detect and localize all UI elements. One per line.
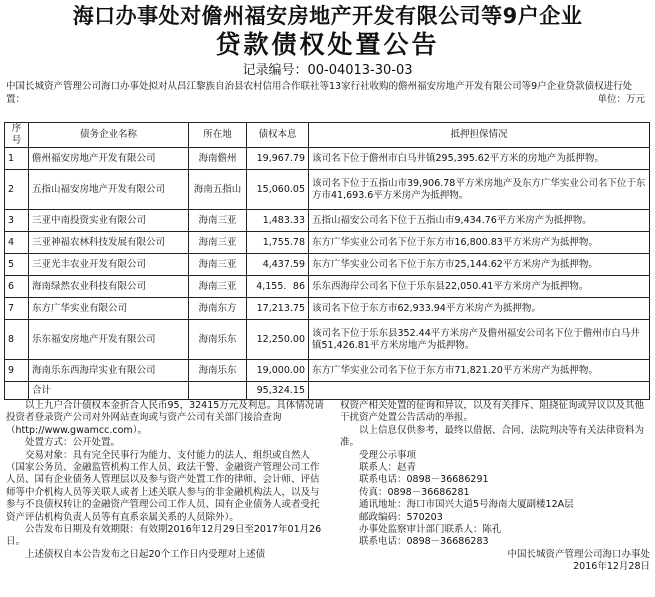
header-location: 所在地	[189, 123, 247, 148]
total-amount: 95,324.15	[247, 382, 309, 400]
announcement-title-line1: 海口办事处对儋州福安房地产开发有限公司等9户企业	[72, 4, 583, 28]
contact-phone: 联系电话：0898－36686291	[359, 474, 489, 486]
row-no: 1	[5, 148, 29, 170]
contact-postcode: 邮政编码：570203	[359, 511, 443, 523]
row-amount: 17,213.75	[247, 298, 309, 320]
table-row	[5, 360, 650, 382]
table-total-row	[5, 382, 650, 400]
total-empty-cell	[5, 382, 29, 400]
supervisor-phone: 联系电话：0898－36686283	[359, 536, 489, 548]
row-debtor-name: 东方广华实业有限公司	[29, 298, 189, 320]
debt-table	[4, 122, 650, 400]
row-amount: 1,483.33	[247, 210, 309, 232]
total-label: 合计	[29, 382, 189, 400]
left-notes-column	[6, 400, 324, 561]
row-debtor-name: 五指山福安房地产开发有限公司	[29, 170, 189, 210]
table-row	[5, 170, 650, 210]
row-location: 海南三亚	[189, 232, 247, 254]
announcement-title-line2: 贷款债权处置公告	[215, 30, 440, 59]
contact-person: 联系人：赵青	[359, 462, 417, 474]
row-location: 海南乐东	[189, 320, 247, 360]
table-row	[5, 210, 650, 232]
total-empty-cell	[309, 382, 650, 400]
row-collateral: 五指山福安公司名下位于五指山市9,434.76平方米房产为抵押物。	[309, 210, 650, 232]
validity-period: 公告发布日期及有效期限：有效期2016年12月29日至2017年01月26日。	[6, 524, 322, 548]
row-amount: 4,437.59	[247, 254, 309, 276]
row-no: 3	[5, 210, 29, 232]
row-debtor-name: 海南绿然农业科技有限公司	[29, 276, 189, 298]
header-amount: 债权本息	[247, 123, 309, 148]
header-collateral: 抵押担保情况	[309, 123, 650, 148]
row-no: 6	[5, 276, 29, 298]
table-header-row	[5, 123, 650, 148]
table-row	[5, 148, 650, 170]
row-debtor-name: 乐东福安房地产开发有限公司	[29, 320, 189, 360]
table-row	[5, 276, 650, 298]
row-collateral: 该司名下位于乐东县352.44平方米房产及儋州福安公司名下位于儋州市白马井镇51,426.81平方米房地产为抵押物。	[309, 320, 650, 360]
contact-fax: 传真：0898－36686281	[359, 486, 470, 498]
table-row	[5, 298, 650, 320]
row-location: 海南五指山	[189, 170, 247, 210]
row-collateral: 该司名下位于五指山市39,906.78平方米房地产及东方广华实业公司名下位于东方市41,693.6平方米房产为抵押物。	[309, 170, 650, 210]
unit-label: 单位：万元	[597, 94, 645, 105]
objection-continued: 权资产相关处置的征询和异议，以及有关排斥、阻挠征询或异议以及其他干扰资产处置公告活动的举报。	[340, 400, 645, 424]
row-amount: 4,155．86	[247, 276, 309, 298]
contact-heading: 受理公示事项	[359, 449, 417, 461]
row-no: 4	[5, 232, 29, 254]
row-amount: 1,755.78	[247, 232, 309, 254]
row-no: 2	[5, 170, 29, 210]
row-location: 海南东方	[189, 298, 247, 320]
row-collateral: 东方广华实业公司名下位于东方市16,800.83平方米房产为抵押物。	[309, 232, 650, 254]
record-number: 记录编号：00-04013-30-03	[242, 63, 413, 78]
issue-date: 2016年12月28日	[573, 561, 650, 573]
row-no: 7	[5, 298, 29, 320]
row-collateral: 东方广华实业公司名下位于东方市71,821.20平方米房产为抵押物。	[309, 360, 650, 382]
row-debtor-name: 儋州福安房地产开发有限公司	[29, 148, 189, 170]
table-row	[5, 320, 650, 360]
row-collateral: 东方广华实业公司名下位于东方市25,144.62平方米房产为抵押物。	[309, 254, 650, 276]
row-collateral: 该司名下位于儋州市白马井镇295,395.62平方米的房地产为抵押物。	[309, 148, 650, 170]
row-amount: 12,250.00	[247, 320, 309, 360]
supervisor-contact: 办事处监察审计部门联系人：陈孔	[359, 524, 502, 536]
eligible-buyers-paragraph: 交易对象：具有完全民事行为能力、支付能力的法人、组织或自然人（国家公务员、金融监管机构工作人员、政法干警、金融资产管理公司工作人员、国有企业债务人管理层以及参与资产处置工作的律师、会计师、评估师等中介机构人员等关联人或者上述关联人参与的非金融机构法人，以及与参与不良债权转让的金融资产管理公司工作人员、国有企业债务人或者受托资产评估机构负责人员等有直系亲属关系的人员除外）。	[6, 449, 320, 523]
row-no: 5	[5, 254, 29, 276]
contact-address: 通讯地址：海口市国兴大道5号海南大厦副楼12A层	[359, 499, 574, 511]
row-amount: 19,967.79	[247, 148, 309, 170]
row-debtor-name: 三亚中南投资实业有限公司	[29, 210, 189, 232]
row-location: 海南三亚	[189, 210, 247, 232]
row-amount: 19,000.00	[247, 360, 309, 382]
intro-paragraph: 中国长城资产管理公司海口办事处拟对从昌江黎族自治县农村信用合作联社等13家行社收购的儋州福安房地产开发有限公司等9户企业贷款债权进行处置：	[6, 81, 633, 105]
disposal-method: 处置方式：公开处置。	[25, 437, 121, 449]
total-empty-cell	[189, 382, 247, 400]
row-no: 8	[5, 320, 29, 360]
disclaimer-paragraph: 以上信息仅供参考，最终以借据、合同、法院判决等有关法律资料为准。	[340, 424, 645, 449]
debt-summary-paragraph: 以上九户合计债权本金折合人民币95，32415万元及利息。具体情况请投资者登录资产公司对外网站查询或与资产公司有关部门接洽查询（http://www.gwamcc.com）。	[6, 400, 324, 436]
row-no: 9	[5, 360, 29, 382]
row-debtor-name: 三亚光丰农业开发有限公司	[29, 254, 189, 276]
header-debtor-name: 债务企业名称	[29, 123, 189, 148]
row-location: 海南儋州	[189, 148, 247, 170]
row-location: 海南乐东	[189, 360, 247, 382]
row-amount: 15,060.05	[247, 170, 309, 210]
row-debtor-name: 海南乐东西海岸实业有限公司	[29, 360, 189, 382]
table-row	[5, 232, 650, 254]
row-collateral: 该司名下位于东方市62,933.94平方米房产为抵押物。	[309, 298, 650, 320]
row-location: 海南三亚	[189, 276, 247, 298]
row-debtor-name: 三亚神福农林科技发展有限公司	[29, 232, 189, 254]
objection-window: 上述债权自本公告发布之日起20个工作日内受理对上述债	[25, 548, 266, 560]
row-collateral: 乐东西海岸公司名下位于乐东县22,050.41平方米房产为抵押物。	[309, 276, 650, 298]
table-row	[5, 254, 650, 276]
issuer-signature: 中国长城资产管理公司海口办事处	[507, 548, 650, 560]
header-no: 序号	[5, 123, 29, 148]
row-location: 海南三亚	[189, 254, 247, 276]
right-notes-column	[340, 400, 650, 574]
